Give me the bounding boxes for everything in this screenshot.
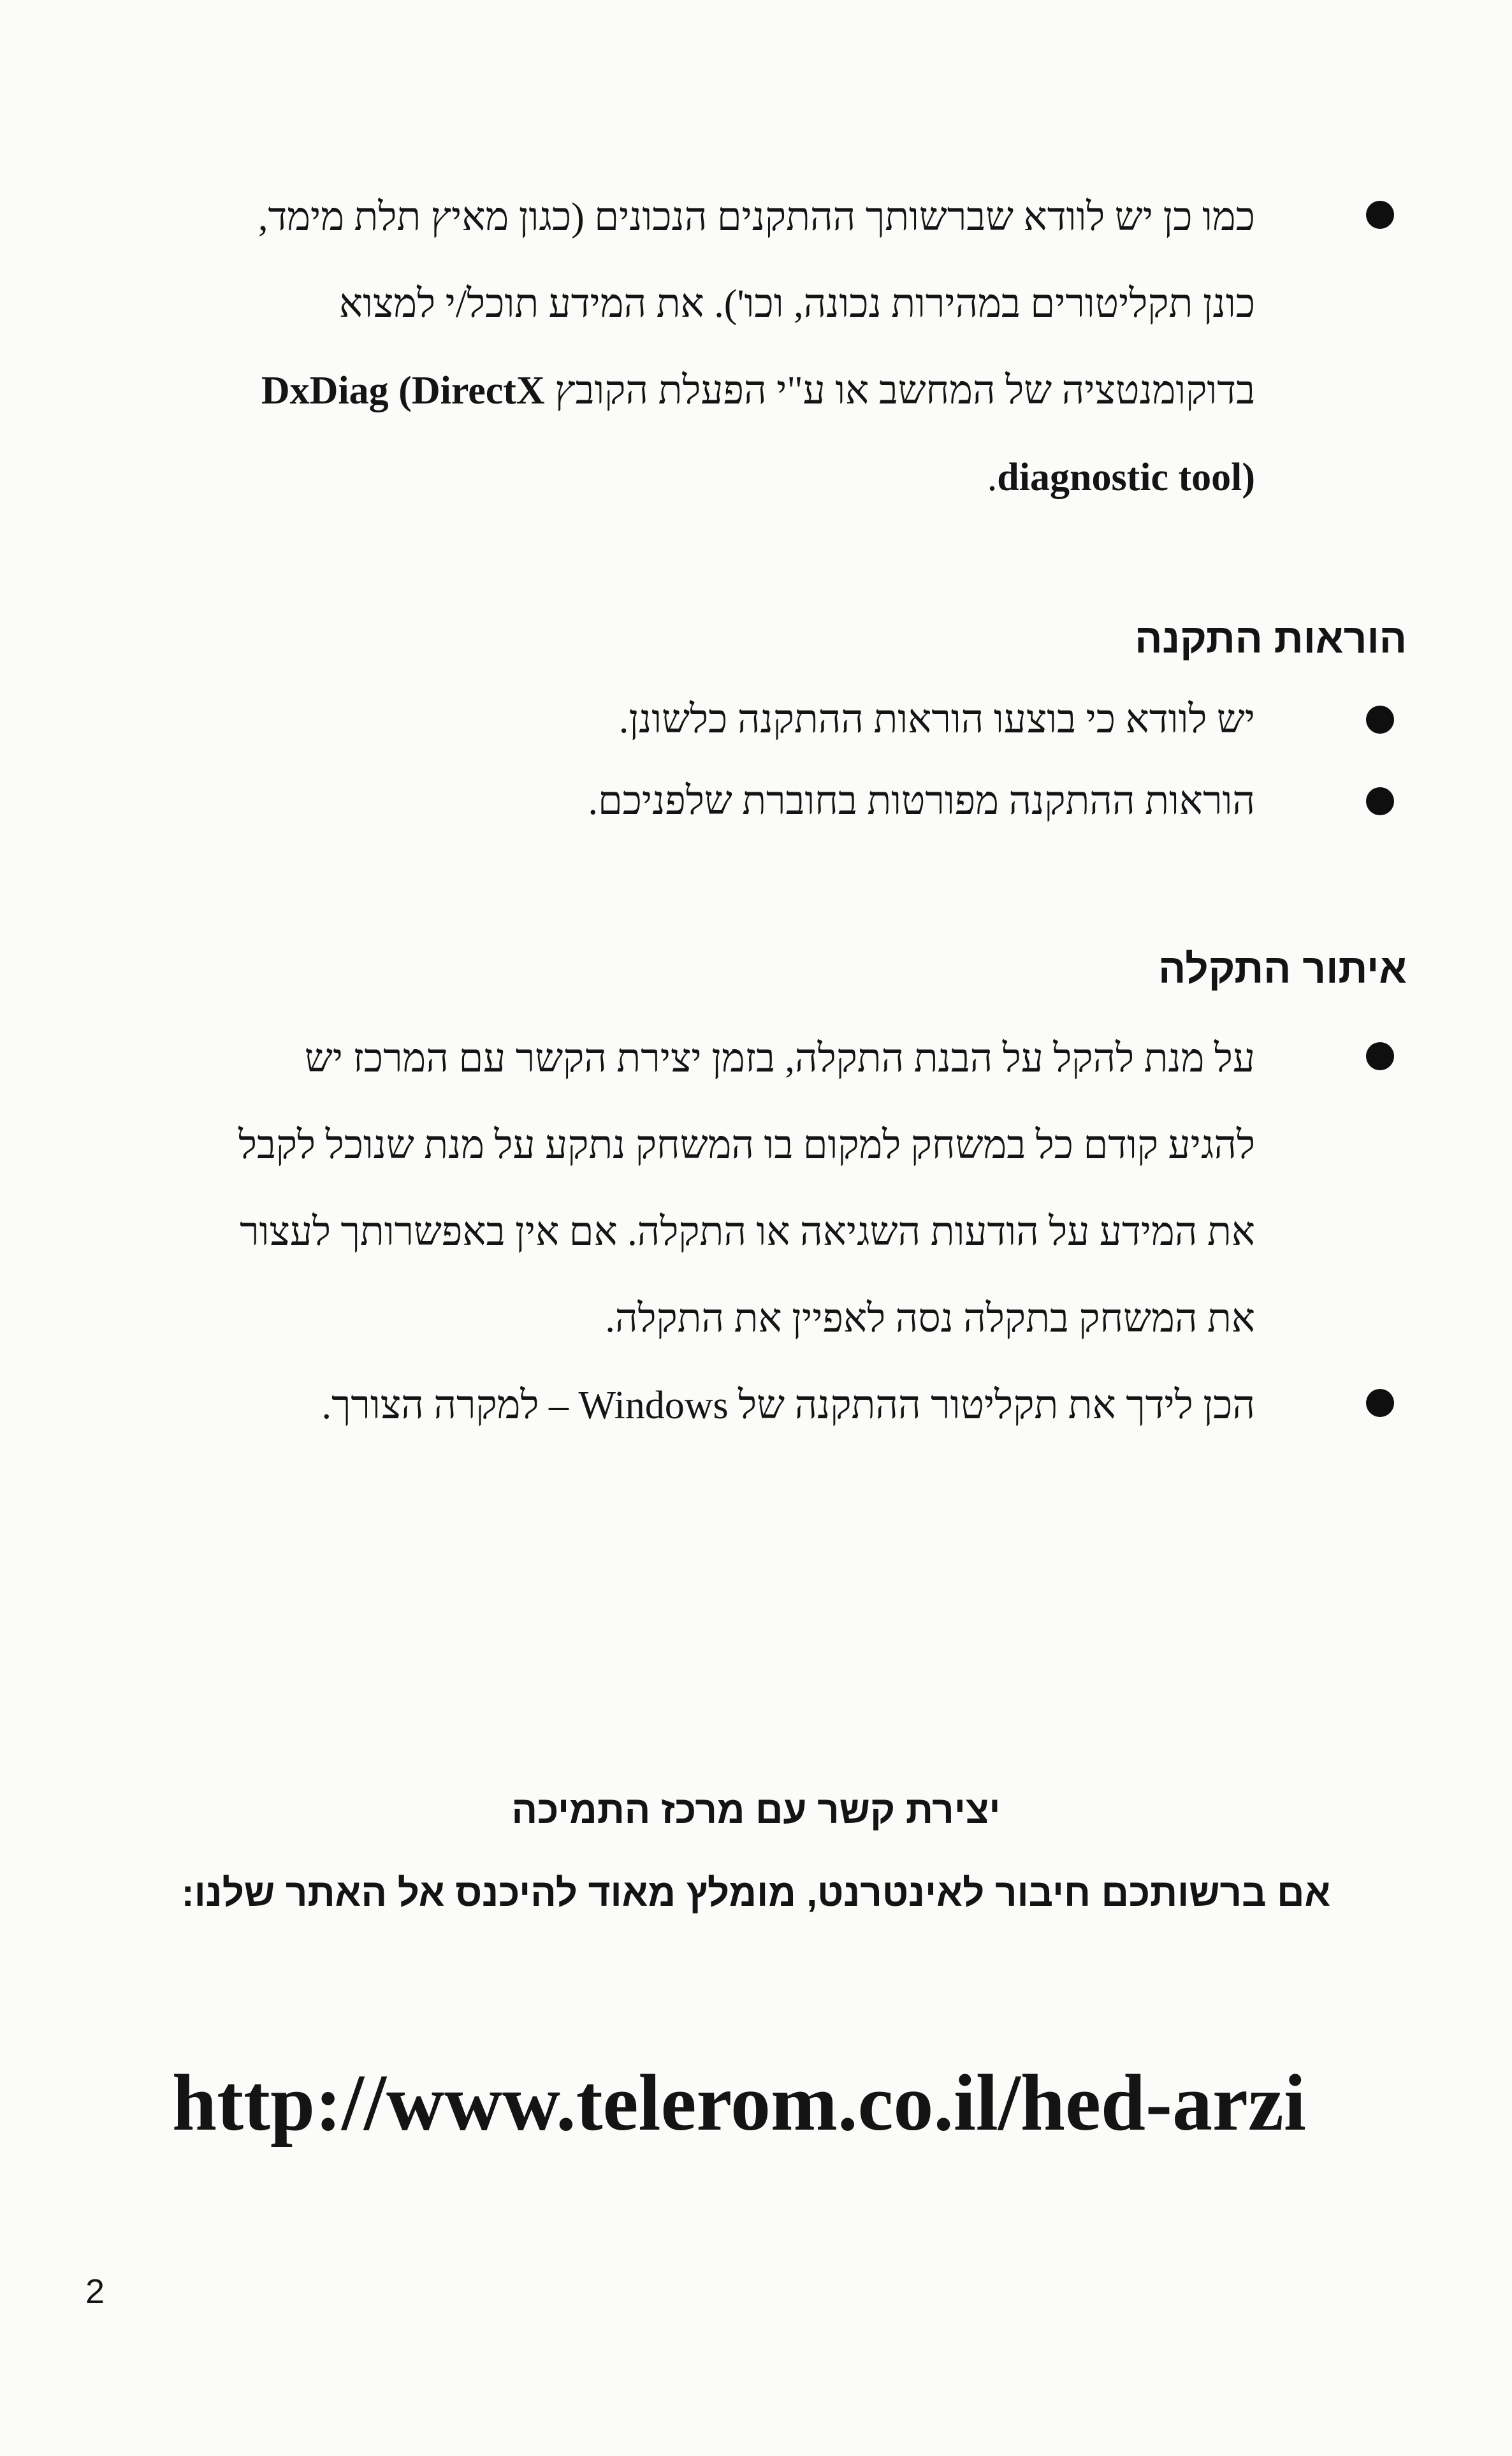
list-item-text: על מנת להקל על הבנת התקלה, בזמן יצירת הקשר עם המרכז יש להגיע קודם כל במשחק למקום בו המשחק נתקע על מנת שנוכל לקבל את המידע על הודעות השגיאה או התקלה. אם אין באפשרותך לעצור את המשחק בתקלה נסה לאפיין את התקלה. (238, 1037, 1255, 1341)
requirements-text: כמו כן יש לוודא שברשותך ההתקנים הנכונים (כגון מאיץ תלת מימד, כונן תקליטורים במהירות נכונה, וכו'). את המידע תוכל/י למצוא בדוקומנטציה של המחשב או ע"י הפעלת הקובץ (258, 196, 1255, 412)
list-item-reach-error (215, 1015, 1407, 1362)
dxdiag-term: DxDiag (DirectX diagnostic tool) (261, 369, 1255, 499)
requirements-list (215, 174, 1407, 521)
installation-list (215, 679, 1407, 842)
page-number: 2 (85, 2272, 105, 2311)
list-item-hardware-requirements (215, 174, 1407, 521)
list-item-windows-cd (215, 1362, 1407, 1449)
list-item-text: יש לוודא כי בוצעו הוראות ההתקנה כלשונן. (618, 698, 1255, 741)
troubleshooting-heading: איתור התקלה (1158, 946, 1407, 992)
support-text: אם ברשותכם חיבור לאינטרנט, מומלץ מאוד להיכנס אל האתר שלנו: (181, 1871, 1331, 1914)
installation-heading: הוראות התקנה (1135, 616, 1407, 662)
support-website-link[interactable]: http://www.telerom.co.il/hed-arzi (172, 2059, 1306, 2147)
support-heading: יצירת קשר עם מרכז התמיכה (511, 1789, 1001, 1831)
bullet-icon (1366, 706, 1394, 734)
list-item-install-booklet (215, 760, 1407, 842)
bullet-icon (1366, 1389, 1394, 1417)
bullet-icon (1366, 1042, 1394, 1070)
list-item-text: הכן לידך את תקליטור ההתקנה של Windows – למקרה הצורך. (321, 1384, 1255, 1427)
bullet-icon (1366, 787, 1394, 815)
list-item-install-verify (215, 679, 1407, 760)
bullet-icon (1366, 201, 1394, 229)
troubleshooting-list (215, 1015, 1407, 1449)
list-item-text: הוראות ההתקנה מפורטות בחוברת שלפניכם. (588, 780, 1255, 823)
requirements-period: . (987, 456, 998, 499)
